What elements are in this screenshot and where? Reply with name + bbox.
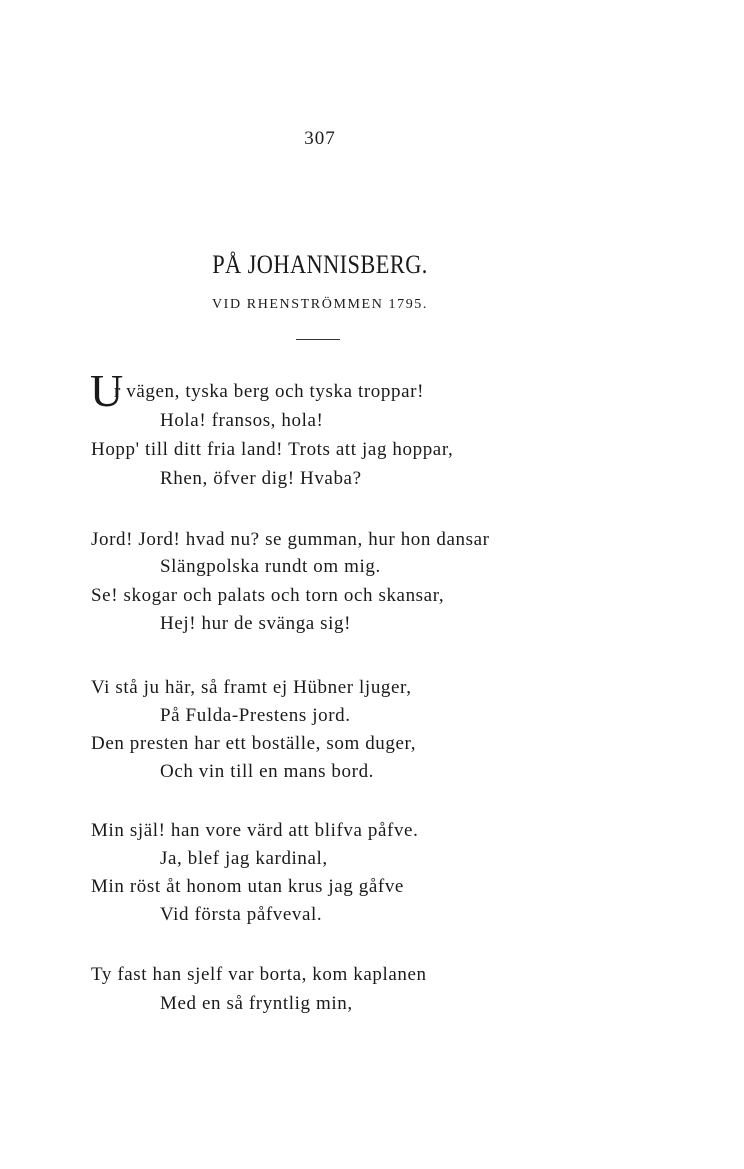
poem-line: Och vin till en mans bord. — [160, 761, 375, 782]
poem-line: Hola! fransos, hola! — [160, 410, 324, 431]
title-divider — [296, 339, 340, 340]
poem-line: Med en så fryntlig min, — [160, 993, 353, 1014]
poem-line: Ty fast han sjelf var borta, kom kaplanen — [91, 964, 427, 985]
poem-line: Vi stå ju här, så framt ej Hübner ljuger, — [91, 677, 412, 698]
poem-line: Vid första påfveval. — [160, 904, 323, 925]
poem-line: På Fulda-Prestens jord. — [160, 705, 351, 726]
page-number: 307 — [304, 128, 336, 149]
poem-line: r vägen, tyska berg och tyska troppar! — [114, 381, 424, 402]
poem-title: PÅ JOHANNISBERG. — [212, 250, 428, 279]
poem-line: Se! skogar och palats och torn och skansar, — [91, 585, 445, 606]
poem-line: Hopp' till ditt fria land! Trots att jag hoppar, — [91, 439, 454, 460]
poem-line: Den presten har ett boställe, som duger, — [91, 733, 417, 754]
poem-line: Min själ! han vore värd att blifva påfve. — [91, 820, 419, 841]
poem-line: Min röst åt honom utan krus jag gåfve — [91, 876, 404, 897]
poem-line: Slängpolska rundt om mig. — [160, 556, 381, 577]
poem-line: Jord! Jord! hvad nu? se gumman, hur hon dansar — [91, 529, 490, 550]
drop-cap: U — [90, 365, 124, 416]
poem-subtitle: VID RHENSTRÖMMEN 1795. — [211, 297, 429, 312]
poem-line: Hej! hur de svänga sig! — [160, 613, 352, 634]
poem-line: Ja, blef jag kardinal, — [160, 848, 328, 869]
poem-line: Rhen, öfver dig! Hvaba? — [160, 468, 362, 489]
